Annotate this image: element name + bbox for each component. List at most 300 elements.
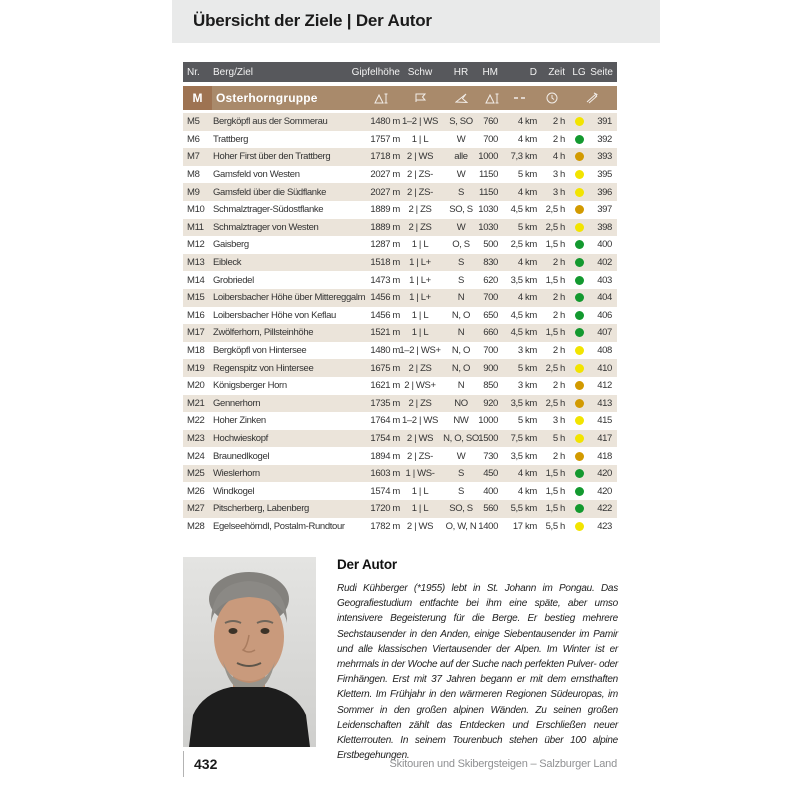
tour-name: Königsberger Horn	[213, 380, 287, 392]
distance: 3,5 km	[510, 450, 537, 462]
duration: 2,5 h	[545, 221, 565, 233]
difficulty-rating: 1 | L+	[409, 274, 431, 286]
duration: 2 h	[552, 133, 565, 145]
author-photo	[183, 557, 316, 747]
difficulty-rating: 2 | ZS	[408, 204, 432, 216]
table-row	[183, 377, 617, 395]
duration: 5,5 h	[545, 520, 565, 532]
vertical-meters: 730	[483, 450, 498, 462]
duration: 3 h	[552, 169, 565, 181]
page-reference: 412	[597, 380, 612, 392]
duration: 2 h	[552, 116, 565, 128]
duration: 5 h	[552, 432, 565, 444]
tour-name: Schmalztrager von Westen	[213, 221, 319, 233]
avalanche-risk-cell	[566, 293, 592, 302]
distance: 4 km	[517, 485, 537, 497]
distance: 4,5 km	[510, 309, 537, 321]
vertical-meters: 830	[483, 257, 498, 269]
distance: 3 km	[517, 380, 537, 392]
summit-elevation-icon	[362, 93, 400, 104]
avalanche-risk-dot	[575, 364, 584, 373]
tour-id: M26	[187, 485, 205, 497]
tour-name: Braunedlkogel	[213, 450, 270, 462]
difficulty-rating: 1 | L	[411, 239, 429, 251]
avalanche-risk-dot	[575, 346, 584, 355]
page-reference: 418	[597, 450, 612, 462]
avalanche-risk-dot	[575, 311, 584, 320]
avalanche-risk-cell	[566, 522, 592, 531]
tour-name: Trattberg	[213, 133, 249, 145]
avalanche-risk-cell	[566, 135, 592, 144]
exposure-direction: SO, S	[449, 503, 473, 515]
avalanche-risk-dot	[575, 258, 584, 267]
avalanche-risk-cell	[566, 311, 592, 320]
distance: 4 km	[517, 186, 537, 198]
avalanche-risk-cell	[566, 240, 592, 249]
duration: 2 h	[552, 309, 565, 321]
exposure-direction: O, S	[452, 239, 470, 251]
vertical-meters: 650	[483, 309, 498, 321]
tour-id: M8	[187, 169, 200, 181]
avalanche-risk-dot	[575, 205, 584, 214]
distance: 3,5 km	[510, 397, 537, 409]
avalanche-risk-dot	[575, 223, 584, 232]
page-reference: 404	[597, 292, 612, 304]
duration: 2 h	[552, 292, 565, 304]
avalanche-risk-dot	[575, 452, 584, 461]
col-header-zeit: Zeit	[548, 66, 565, 78]
duration-clock-icon	[538, 92, 566, 104]
difficulty-rating: 2 | WS+	[404, 380, 436, 392]
duration: 2,5 h	[545, 204, 565, 216]
table-row	[183, 447, 617, 465]
table-row	[183, 166, 617, 184]
tour-overview-table	[183, 62, 617, 535]
tour-id: M22	[187, 415, 205, 427]
summit-elevation: 1480 m	[370, 116, 400, 128]
page-reference: 413	[597, 397, 612, 409]
tour-id: M5	[187, 116, 200, 128]
tour-name: Schmalztrager-Südostflanke	[213, 204, 324, 216]
table-row	[183, 307, 617, 325]
tour-name: Regenspitz von Hintersee	[213, 362, 314, 374]
distance: 3,5 km	[510, 274, 537, 286]
table-row	[183, 271, 617, 289]
exposure-direction: SO, S	[449, 204, 473, 216]
duration: 2 h	[552, 380, 565, 392]
tour-id: M9	[187, 186, 200, 198]
page-reference: 415	[597, 415, 612, 427]
distance: 5 km	[517, 221, 537, 233]
table-row	[183, 183, 617, 201]
tour-id: M17	[187, 327, 205, 339]
avalanche-risk-dot	[575, 170, 584, 179]
vertical-meters: 700	[483, 292, 498, 304]
summit-elevation: 1754 m	[370, 432, 400, 444]
avalanche-risk-dot	[575, 240, 584, 249]
table-row	[183, 482, 617, 500]
tour-id: M13	[187, 257, 205, 269]
tour-name: Gennerhorn	[213, 397, 261, 409]
distance: 3 km	[517, 345, 537, 357]
avalanche-risk-cell	[566, 399, 592, 408]
avalanche-risk-dot	[575, 504, 584, 513]
vertical-meters: 450	[483, 468, 498, 480]
vertical-meters: 1150	[478, 169, 498, 181]
duration: 3 h	[552, 415, 565, 427]
table-row	[183, 342, 617, 360]
table-row	[183, 148, 617, 166]
exposure-direction: W	[456, 450, 466, 462]
exposure-direction: S, SO	[449, 116, 473, 128]
table-row	[183, 131, 617, 149]
distance: 4 km	[517, 468, 537, 480]
table-row	[183, 359, 617, 377]
summit-elevation: 1518 m	[370, 257, 400, 269]
distance: 4 km	[517, 116, 537, 128]
vertical-meters: 660	[483, 327, 498, 339]
avalanche-risk-dot	[575, 434, 584, 443]
vertical-meters: 500	[483, 239, 498, 251]
duration: 1,5 h	[545, 327, 565, 339]
difficulty-rating: 2 | ZS	[408, 362, 432, 374]
avalanche-risk-cell	[566, 487, 592, 496]
avalanche-risk-cell	[566, 170, 592, 179]
summit-elevation: 1735 m	[370, 397, 400, 409]
tour-name: Bergköpfl von Hintersee	[213, 345, 307, 357]
page-reference: 420	[597, 468, 612, 480]
difficulty-rating: 2 | ZS	[408, 397, 432, 409]
exposure-direction: S	[458, 485, 464, 497]
avalanche-risk-cell	[566, 434, 592, 443]
tour-id: M20	[187, 380, 205, 392]
avalanche-risk-cell	[566, 452, 592, 461]
distance: 5 km	[517, 362, 537, 374]
avalanche-risk-dot	[575, 328, 584, 337]
tour-id: M6	[187, 133, 200, 145]
difficulty-rating: 1 | L+	[409, 257, 431, 269]
col-header-nr: Nr.	[187, 66, 200, 78]
table-header-row	[183, 62, 617, 82]
summit-elevation: 1757 m	[370, 133, 400, 145]
exposure-direction: W	[456, 133, 466, 145]
tour-name: Grobriedel	[213, 274, 254, 286]
duration: 1,5 h	[545, 468, 565, 480]
summit-elevation: 1287 m	[370, 239, 400, 251]
summit-elevation: 1480 m	[370, 345, 400, 357]
summit-elevation: 2027 m	[370, 186, 400, 198]
avalanche-risk-dot	[575, 117, 584, 126]
table-row	[183, 518, 617, 536]
difficulty-rating: 1 | L	[411, 309, 429, 321]
avalanche-risk-cell	[566, 469, 592, 478]
tour-name: Hoher First über den Trattberg	[213, 151, 331, 163]
avalanche-risk-dot	[575, 522, 584, 531]
summit-elevation: 1675 m	[370, 362, 400, 374]
avalanche-risk-cell	[566, 276, 592, 285]
exposure-direction: S	[458, 186, 464, 198]
summit-elevation: 1894 m	[370, 450, 400, 462]
avalanche-risk-cell	[566, 364, 592, 373]
summit-elevation: 1720 m	[370, 503, 400, 515]
col-header-seite: Seite	[590, 66, 613, 78]
difficulty-rating: 1–2 | WS	[401, 415, 439, 427]
vertical-meters: 900	[483, 362, 498, 374]
distance: 4,5 km	[510, 204, 537, 216]
duration: 3 h	[552, 186, 565, 198]
table-row	[183, 113, 617, 131]
tour-name: Pitscherberg, Labenberg	[213, 503, 309, 515]
summit-elevation: 1473 m	[370, 274, 400, 286]
vertical-meters: 1030	[478, 204, 498, 216]
summit-elevation: 1603 m	[370, 468, 400, 480]
table-row	[183, 324, 617, 342]
page-reference: 396	[597, 186, 612, 198]
summit-elevation: 1889 m	[370, 221, 400, 233]
table-row	[183, 465, 617, 483]
vertical-meters: 850	[483, 380, 498, 392]
summit-elevation: 1889 m	[370, 204, 400, 216]
exposure-direction: W	[456, 169, 466, 181]
distance: 4 km	[517, 292, 537, 304]
summit-elevation: 1521 m	[370, 327, 400, 339]
duration: 2 h	[552, 345, 565, 357]
page-reference: 423	[597, 520, 612, 532]
page-reference: 417	[597, 432, 612, 444]
tour-id: M12	[187, 239, 205, 251]
vertical-meters: 1000	[478, 415, 498, 427]
duration: 2,5 h	[545, 397, 565, 409]
tour-id: M25	[187, 468, 205, 480]
avalanche-risk-cell	[566, 346, 592, 355]
difficulty-icon	[400, 93, 440, 103]
page-reference: 395	[597, 169, 612, 181]
difficulty-rating: 2 | WS	[406, 151, 434, 163]
page-reference: 392	[597, 133, 612, 145]
exposure-direction: N, O	[451, 345, 471, 357]
page-reference: 403	[597, 274, 612, 286]
vertical-meters: 560	[483, 503, 498, 515]
col-header-berg: Berg/Ziel	[213, 66, 254, 78]
exposure-direction: NO	[454, 397, 468, 409]
group-header-row	[183, 86, 617, 110]
exposure-direction: N, O, SO	[443, 432, 479, 444]
ski-page-icon	[566, 92, 617, 104]
col-header-gipfelhoehe: Gipfelhöhe	[351, 66, 400, 78]
tour-id: M28	[187, 520, 205, 532]
avalanche-risk-dot	[575, 416, 584, 425]
table-row	[183, 201, 617, 219]
tour-name: Egelseehörndl, Postalm-Rundtour	[213, 520, 345, 532]
page-reference: 402	[597, 257, 612, 269]
summit-elevation: 1782 m	[370, 520, 400, 532]
table-body	[183, 113, 617, 535]
exposure-direction: N, O	[451, 362, 471, 374]
group-name: Osterhorngruppe	[216, 91, 318, 105]
avalanche-risk-dot	[575, 152, 584, 161]
summit-elevation: 1718 m	[370, 151, 400, 163]
exposure-direction: W	[456, 221, 466, 233]
tour-name: Loibersbacher Höhe über Mittereggalm	[213, 292, 366, 304]
duration: 2 h	[552, 450, 565, 462]
exposure-direction: alle	[454, 151, 468, 163]
distance: 5 km	[517, 169, 537, 181]
tour-name: Zwölferhorn, Pillsteinhöhe	[213, 327, 314, 339]
tour-id: M27	[187, 503, 205, 515]
avalanche-risk-cell	[566, 205, 592, 214]
col-header-d: D	[529, 66, 537, 78]
difficulty-rating: 1 | L	[411, 485, 429, 497]
exposure-direction: S	[458, 468, 464, 480]
page-reference: 422	[597, 503, 612, 515]
vertical-meters: 700	[483, 345, 498, 357]
page-number: 432	[194, 755, 218, 772]
duration: 2,5 h	[545, 362, 565, 374]
author-bio-paragraph: Rudi Kühberger (*1955) lebt in St. Johann im Pongau. Das Geografiestudium entfachte bei ihm eine späte, aber umso intensivere Begeisterung für die Berge. Er bestieg mehrere Sechstausender in den Anden, einige Siebentausender im Pamir und alle klassischen Viertausender der Alpen. Im Winter ist er mehrmals in der Woche auf der Suche nach perfekten Pulver- oder Firnhängen. Erst mit 37 Jahren begann er mit dem ernsthaften Klettern. Im Frühjahr in den wärmeren Regionen Südeuropas, im Sommer in den großen alpinen Wänden. Zu seinen großen Leidenschaften zählt das Entdecken und Erschließen neuer Kletterrouten. In seinem Tourenbuch stehen über 100 alpine Erstbegehungen.	[337, 583, 618, 762]
book-title: Skitouren und Skibergsteigen – Salzburger Land	[389, 757, 617, 770]
table-row	[183, 430, 617, 448]
summit-elevation: 2027 m	[370, 169, 400, 181]
difficulty-rating: 2 | WS	[406, 432, 434, 444]
vertical-meters: 1400	[478, 520, 498, 532]
avalanche-risk-dot	[575, 487, 584, 496]
tour-name: Gaisberg	[213, 239, 249, 251]
avalanche-risk-dot	[575, 276, 584, 285]
vertical-meters: 1030	[478, 221, 498, 233]
difficulty-rating: 1 | L	[411, 503, 429, 515]
table-row	[183, 395, 617, 413]
tour-id: M10	[187, 204, 205, 216]
vertical-meters: 920	[483, 397, 498, 409]
difficulty-rating: 1 | L+	[409, 292, 431, 304]
tour-id: M11	[187, 221, 204, 233]
tour-name: Loibersbacher Höhe von Keflau	[213, 309, 336, 321]
difficulty-rating: 2 | ZS-	[407, 169, 433, 181]
page-reference: 400	[597, 239, 612, 251]
distance: 7,5 km	[510, 432, 537, 444]
table-row	[183, 500, 617, 518]
tour-name: Hochwieskopf	[213, 432, 268, 444]
table-row	[183, 219, 617, 237]
distance: 4 km	[517, 257, 537, 269]
exposure-direction: O, W, N	[445, 520, 477, 532]
tour-id: M24	[187, 450, 205, 462]
table-row	[183, 289, 617, 307]
tour-id: M23	[187, 432, 205, 444]
distance-icon	[502, 96, 538, 100]
difficulty-rating: 1 | L	[411, 133, 429, 145]
duration: 4 h	[552, 151, 565, 163]
table-row	[183, 254, 617, 272]
col-header-lg: LG	[572, 66, 586, 78]
summit-elevation: 1456 m	[370, 292, 400, 304]
author-text-block	[337, 557, 618, 763]
vertical-meters: 1150	[478, 186, 498, 198]
tour-id: M15	[187, 292, 205, 304]
col-header-hm: HM	[482, 66, 498, 78]
tour-name: Gamsfeld über die Südflanke	[213, 186, 327, 198]
tour-name: Eibleck	[213, 257, 242, 269]
page-reference: 408	[597, 345, 612, 357]
table-row	[183, 412, 617, 430]
page-header-band	[172, 0, 660, 43]
duration: 1,5 h	[545, 485, 565, 497]
avalanche-risk-cell	[566, 223, 592, 232]
avalanche-risk-dot	[575, 188, 584, 197]
difficulty-rating: 2 | ZS-	[407, 186, 433, 198]
page-reference: 410	[597, 362, 612, 374]
tour-id: M19	[187, 362, 205, 374]
avalanche-risk-cell	[566, 188, 592, 197]
table-row	[183, 236, 617, 254]
vertical-meters: 1000	[478, 151, 498, 163]
tour-id: M14	[187, 274, 205, 286]
tour-id: M7	[187, 151, 200, 163]
page-title: Übersicht der Ziele | Der Autor	[193, 11, 432, 30]
avalanche-risk-dot	[575, 135, 584, 144]
col-header-hr: HR	[453, 66, 469, 78]
page-reference: 391	[597, 116, 612, 128]
avalanche-risk-cell	[566, 504, 592, 513]
distance: 7,3 km	[510, 151, 537, 163]
duration: 1,5 h	[545, 503, 565, 515]
vertical-meters: 400	[483, 485, 498, 497]
avalanche-risk-dot	[575, 381, 584, 390]
duration: 1,5 h	[545, 274, 565, 286]
vertical-meters: 620	[483, 274, 498, 286]
page-reference: 398	[597, 221, 612, 233]
vertical-meters-icon	[482, 93, 502, 104]
page-reference: 407	[597, 327, 612, 339]
page-footer	[183, 750, 617, 777]
avalanche-risk-cell	[566, 152, 592, 161]
avalanche-risk-dot	[575, 399, 584, 408]
avalanche-risk-dot	[575, 293, 584, 302]
summit-elevation: 1574 m	[370, 485, 400, 497]
exposure-direction: N	[457, 292, 465, 304]
avalanche-risk-cell	[566, 258, 592, 267]
page-reference: 397	[597, 204, 612, 216]
author-portrait-illustration	[183, 557, 316, 747]
tour-name: Gamsfeld von Westen	[213, 169, 300, 181]
avalanche-risk-cell	[566, 117, 592, 126]
footer-divider	[183, 751, 184, 777]
distance: 2,5 km	[510, 239, 537, 251]
distance: 17 km	[512, 520, 537, 532]
distance: 5 km	[517, 415, 537, 427]
vertical-meters: 700	[483, 133, 498, 145]
duration: 2 h	[552, 257, 565, 269]
difficulty-rating: 1 | L	[411, 327, 429, 339]
distance: 5,5 km	[510, 503, 537, 515]
difficulty-rating: 2 | WS	[406, 520, 434, 532]
exposure-direction: S	[458, 257, 464, 269]
page-reference: 406	[597, 309, 612, 321]
exposure-direction: N, O	[451, 309, 471, 321]
summit-elevation: 1621 m	[370, 380, 400, 392]
difficulty-rating: 2 | ZS-	[407, 450, 433, 462]
tour-name: Bergköpfl aus der Sommerau	[213, 116, 328, 128]
tour-name: Windkogel	[213, 485, 255, 497]
author-heading: Der Autor	[337, 557, 397, 572]
tour-id: M16	[187, 309, 205, 321]
exposure-direction: N	[457, 380, 465, 392]
tour-id: M18	[187, 345, 205, 357]
vertical-meters: 760	[483, 116, 498, 128]
exposure-direction: N	[457, 327, 465, 339]
group-id-badge: M	[183, 86, 212, 110]
exposure-direction: S	[458, 274, 464, 286]
